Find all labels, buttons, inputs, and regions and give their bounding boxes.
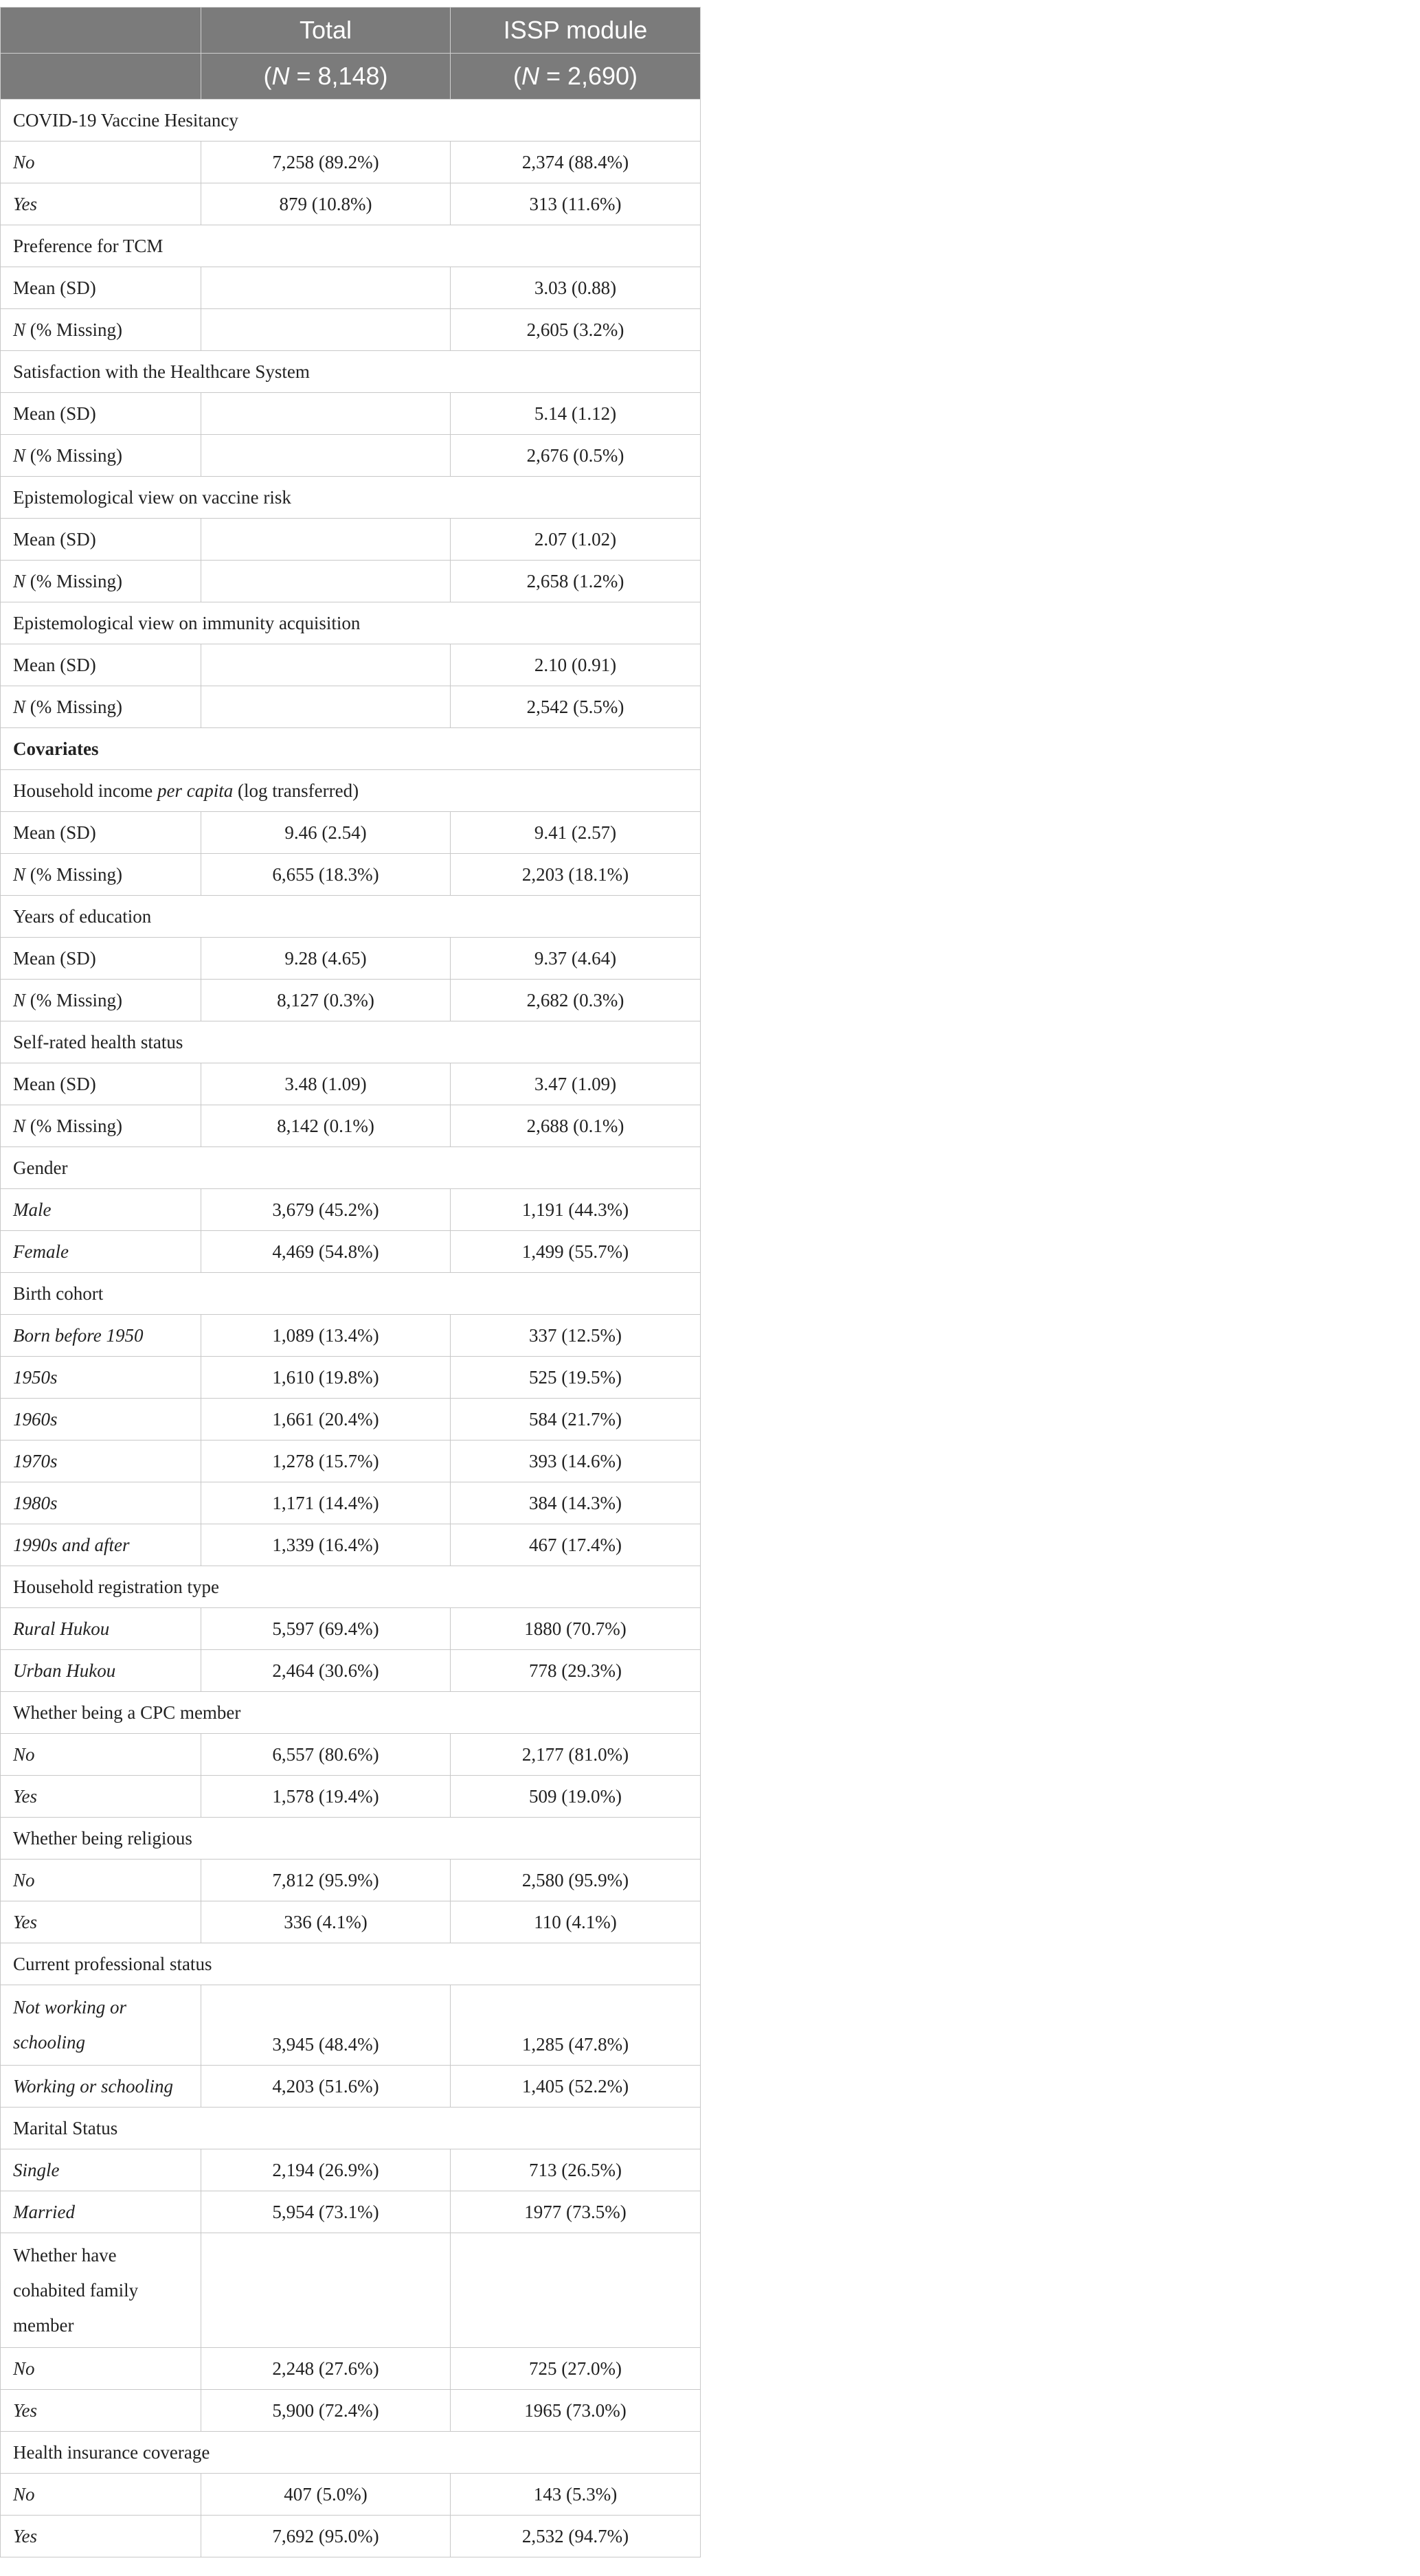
total-value: 336 (4.1%) xyxy=(201,1901,451,1943)
table-row xyxy=(1,1315,701,1357)
section-label: Epistemological view on immunity acquisition xyxy=(1,602,701,644)
row-label: Married xyxy=(1,2191,201,2233)
total-value: 8,127 (0.3%) xyxy=(201,980,451,1021)
issp-value: 3.03 (0.88) xyxy=(451,267,701,309)
section-label: Health insurance coverage xyxy=(1,2432,701,2474)
total-value: 5,900 (72.4%) xyxy=(201,2390,451,2432)
section-row xyxy=(1,477,701,519)
table-container xyxy=(0,7,700,2557)
table-row xyxy=(1,2390,701,2432)
section-label: Whether being religious xyxy=(1,1818,701,1860)
issp-value: 2,532 (94.7%) xyxy=(451,2516,701,2557)
total-value: 1,278 (15.7%) xyxy=(201,1440,451,1482)
row-label: Female xyxy=(1,1231,201,1273)
total-value: 1,089 (13.4%) xyxy=(201,1315,451,1357)
issp-value: 713 (26.5%) xyxy=(451,2149,701,2191)
header-total: Total xyxy=(201,8,451,54)
row-label: 1950s xyxy=(1,1357,201,1399)
issp-value: 2,177 (81.0%) xyxy=(451,1734,701,1776)
section-row xyxy=(1,1566,701,1608)
row-label: Yes xyxy=(1,1776,201,1818)
issp-value: 1965 (73.0%) xyxy=(451,2390,701,2432)
section-row xyxy=(1,602,701,644)
row-label: Mean (SD) xyxy=(1,519,201,561)
section-label: Preference for TCM xyxy=(1,225,701,267)
issp-value: 9.41 (2.57) xyxy=(451,812,701,854)
issp-value: 2,676 (0.5%) xyxy=(451,435,701,477)
issp-value: 725 (27.0%) xyxy=(451,2348,701,2390)
section-label: COVID-19 Vaccine Hesitancy xyxy=(1,100,701,142)
issp-value: 143 (5.3%) xyxy=(451,2474,701,2516)
table-row xyxy=(1,2191,701,2233)
table-row xyxy=(1,1357,701,1399)
table-row xyxy=(1,1189,701,1231)
row-label: Mean (SD) xyxy=(1,938,201,980)
section-row xyxy=(1,896,701,938)
total-value: 2,248 (27.6%) xyxy=(201,2348,451,2390)
section-row xyxy=(1,728,701,770)
row-label: N (% Missing) xyxy=(1,309,201,351)
table-row xyxy=(1,1860,701,1901)
total-value: 1,578 (19.4%) xyxy=(201,1776,451,1818)
total-value: 3.48 (1.09) xyxy=(201,1063,451,1105)
section-row xyxy=(1,1943,701,1985)
section-row xyxy=(1,100,701,142)
section-label: Epistemological view on vaccine risk xyxy=(1,477,701,519)
section-label: Whether have cohabited family member xyxy=(1,2233,201,2348)
issp-value: 9.37 (4.64) xyxy=(451,938,701,980)
empty-cell xyxy=(201,2233,451,2348)
issp-value: 2.10 (0.91) xyxy=(451,644,701,686)
total-value: 2,464 (30.6%) xyxy=(201,1650,451,1692)
row-label: Mean (SD) xyxy=(1,393,201,435)
row-label: N (% Missing) xyxy=(1,980,201,1021)
total-value xyxy=(201,561,451,602)
total-value: 5,597 (69.4%) xyxy=(201,1608,451,1650)
row-label: Male xyxy=(1,1189,201,1231)
issp-value: 384 (14.3%) xyxy=(451,1482,701,1524)
total-value xyxy=(201,686,451,728)
total-value: 3,679 (45.2%) xyxy=(201,1189,451,1231)
section-label: Marital Status xyxy=(1,2108,701,2149)
table-row xyxy=(1,2149,701,2191)
issp-value: 1,405 (52.2%) xyxy=(451,2066,701,2108)
row-label: N (% Missing) xyxy=(1,1105,201,1147)
header-empty-cell xyxy=(1,54,201,100)
table-row xyxy=(1,561,701,602)
row-label: Rural Hukou xyxy=(1,1608,201,1650)
total-value: 4,469 (54.8%) xyxy=(201,1231,451,1273)
table-row xyxy=(1,686,701,728)
issp-value: 2,542 (5.5%) xyxy=(451,686,701,728)
table-row xyxy=(1,812,701,854)
total-value xyxy=(201,644,451,686)
section-row xyxy=(1,2233,701,2348)
header-n-total: (N = 8,148) xyxy=(201,54,451,100)
total-value: 1,610 (19.8%) xyxy=(201,1357,451,1399)
section-label: Years of education xyxy=(1,896,701,938)
row-label: Mean (SD) xyxy=(1,267,201,309)
row-label: Single xyxy=(1,2149,201,2191)
row-label: N (% Missing) xyxy=(1,854,201,896)
total-value: 5,954 (73.1%) xyxy=(201,2191,451,2233)
row-label: Yes xyxy=(1,1901,201,1943)
total-value: 8,142 (0.1%) xyxy=(201,1105,451,1147)
row-label: Not working or schooling xyxy=(1,1985,201,2066)
table-row xyxy=(1,183,701,225)
section-label: Household income per capita (log transferred) xyxy=(1,770,701,812)
total-value xyxy=(201,435,451,477)
issp-value: 2,605 (3.2%) xyxy=(451,309,701,351)
row-label: No xyxy=(1,2474,201,2516)
table-row xyxy=(1,1650,701,1692)
section-row xyxy=(1,225,701,267)
total-value: 6,655 (18.3%) xyxy=(201,854,451,896)
issp-value: 5.14 (1.12) xyxy=(451,393,701,435)
row-label: Yes xyxy=(1,2390,201,2432)
table-row xyxy=(1,2474,701,2516)
row-label: N (% Missing) xyxy=(1,435,201,477)
table-row xyxy=(1,854,701,896)
issp-value: 467 (17.4%) xyxy=(451,1524,701,1566)
issp-value: 313 (11.6%) xyxy=(451,183,701,225)
total-value: 2,194 (26.9%) xyxy=(201,2149,451,2191)
table-row xyxy=(1,1776,701,1818)
row-label: Mean (SD) xyxy=(1,644,201,686)
row-label: No xyxy=(1,1860,201,1901)
descriptive-statistics-table xyxy=(0,7,701,2557)
row-label: No xyxy=(1,142,201,183)
issp-value: 2,658 (1.2%) xyxy=(451,561,701,602)
table-row xyxy=(1,1985,701,2066)
row-label: Yes xyxy=(1,2516,201,2557)
header-empty-cell xyxy=(1,8,201,54)
section-row xyxy=(1,351,701,393)
row-label: Mean (SD) xyxy=(1,812,201,854)
table-row xyxy=(1,1440,701,1482)
total-value: 9.46 (2.54) xyxy=(201,812,451,854)
table-row xyxy=(1,938,701,980)
row-label: No xyxy=(1,1734,201,1776)
section-row xyxy=(1,2432,701,2474)
row-label: N (% Missing) xyxy=(1,686,201,728)
section-row xyxy=(1,2108,701,2149)
issp-value: 1,285 (47.8%) xyxy=(451,1985,701,2066)
issp-value: 337 (12.5%) xyxy=(451,1315,701,1357)
total-value: 3,945 (48.4%) xyxy=(201,1985,451,2066)
total-value: 879 (10.8%) xyxy=(201,183,451,225)
section-label: Gender xyxy=(1,1147,701,1189)
total-value xyxy=(201,519,451,561)
row-label: Urban Hukou xyxy=(1,1650,201,1692)
issp-value: 2.07 (1.02) xyxy=(451,519,701,561)
total-value: 7,258 (89.2%) xyxy=(201,142,451,183)
total-value: 4,203 (51.6%) xyxy=(201,2066,451,2108)
issp-value: 2,580 (95.9%) xyxy=(451,1860,701,1901)
section-label: Whether being a CPC member xyxy=(1,1692,701,1734)
row-label: Working or schooling xyxy=(1,2066,201,2108)
section-label: Satisfaction with the Healthcare System xyxy=(1,351,701,393)
row-label: Mean (SD) xyxy=(1,1063,201,1105)
total-value xyxy=(201,267,451,309)
total-value: 1,339 (16.4%) xyxy=(201,1524,451,1566)
table-row xyxy=(1,435,701,477)
issp-value: 778 (29.3%) xyxy=(451,1650,701,1692)
table-row xyxy=(1,1482,701,1524)
section-row xyxy=(1,1273,701,1315)
covariates-heading: Covariates xyxy=(1,728,701,770)
row-label: Born before 1950 xyxy=(1,1315,201,1357)
issp-value: 525 (19.5%) xyxy=(451,1357,701,1399)
section-row xyxy=(1,1147,701,1189)
table-row xyxy=(1,267,701,309)
total-value: 6,557 (80.6%) xyxy=(201,1734,451,1776)
section-row xyxy=(1,1692,701,1734)
table-row xyxy=(1,2066,701,2108)
section-row xyxy=(1,770,701,812)
total-value: 7,692 (95.0%) xyxy=(201,2516,451,2557)
header-row xyxy=(1,8,701,54)
issp-value: 1,499 (55.7%) xyxy=(451,1231,701,1273)
issp-value: 2,688 (0.1%) xyxy=(451,1105,701,1147)
issp-value: 1,191 (44.3%) xyxy=(451,1189,701,1231)
issp-value: 1880 (70.7%) xyxy=(451,1608,701,1650)
section-label: Self-rated health status xyxy=(1,1021,701,1063)
section-label: Household registration type xyxy=(1,1566,701,1608)
total-value: 7,812 (95.9%) xyxy=(201,1860,451,1901)
issp-value: 2,374 (88.4%) xyxy=(451,142,701,183)
issp-value: 2,203 (18.1%) xyxy=(451,854,701,896)
issp-value: 2,682 (0.3%) xyxy=(451,980,701,1021)
table-row xyxy=(1,519,701,561)
total-value xyxy=(201,393,451,435)
header-n-issp: (N = 2,690) xyxy=(451,54,701,100)
total-value: 1,171 (14.4%) xyxy=(201,1482,451,1524)
total-value: 1,661 (20.4%) xyxy=(201,1399,451,1440)
issp-value: 584 (21.7%) xyxy=(451,1399,701,1440)
table-row xyxy=(1,1063,701,1105)
header-issp: ISSP module xyxy=(451,8,701,54)
table-row xyxy=(1,1231,701,1273)
issp-value: 1977 (73.5%) xyxy=(451,2191,701,2233)
row-label: 1980s xyxy=(1,1482,201,1524)
table-row xyxy=(1,1524,701,1566)
total-value xyxy=(201,309,451,351)
table-row xyxy=(1,309,701,351)
table-row xyxy=(1,2348,701,2390)
table-row xyxy=(1,1608,701,1650)
table-row xyxy=(1,2516,701,2557)
section-label: Birth cohort xyxy=(1,1273,701,1315)
empty-cell xyxy=(451,2233,701,2348)
section-label: Current professional status xyxy=(1,1943,701,1985)
issp-value: 393 (14.6%) xyxy=(451,1440,701,1482)
row-label: 1990s and after xyxy=(1,1524,201,1566)
section-row xyxy=(1,1021,701,1063)
issp-value: 110 (4.1%) xyxy=(451,1901,701,1943)
row-label: Yes xyxy=(1,183,201,225)
total-value: 407 (5.0%) xyxy=(201,2474,451,2516)
section-row xyxy=(1,1818,701,1860)
table-row xyxy=(1,142,701,183)
table-row xyxy=(1,1734,701,1776)
row-label: N (% Missing) xyxy=(1,561,201,602)
table-row xyxy=(1,1105,701,1147)
header-n-row xyxy=(1,54,701,100)
issp-value: 3.47 (1.09) xyxy=(451,1063,701,1105)
table-row xyxy=(1,1399,701,1440)
row-label: 1960s xyxy=(1,1399,201,1440)
row-label: 1970s xyxy=(1,1440,201,1482)
row-label: No xyxy=(1,2348,201,2390)
issp-value: 509 (19.0%) xyxy=(451,1776,701,1818)
table-row xyxy=(1,644,701,686)
table-row xyxy=(1,980,701,1021)
table-row xyxy=(1,393,701,435)
total-value: 9.28 (4.65) xyxy=(201,938,451,980)
table-row xyxy=(1,1901,701,1943)
